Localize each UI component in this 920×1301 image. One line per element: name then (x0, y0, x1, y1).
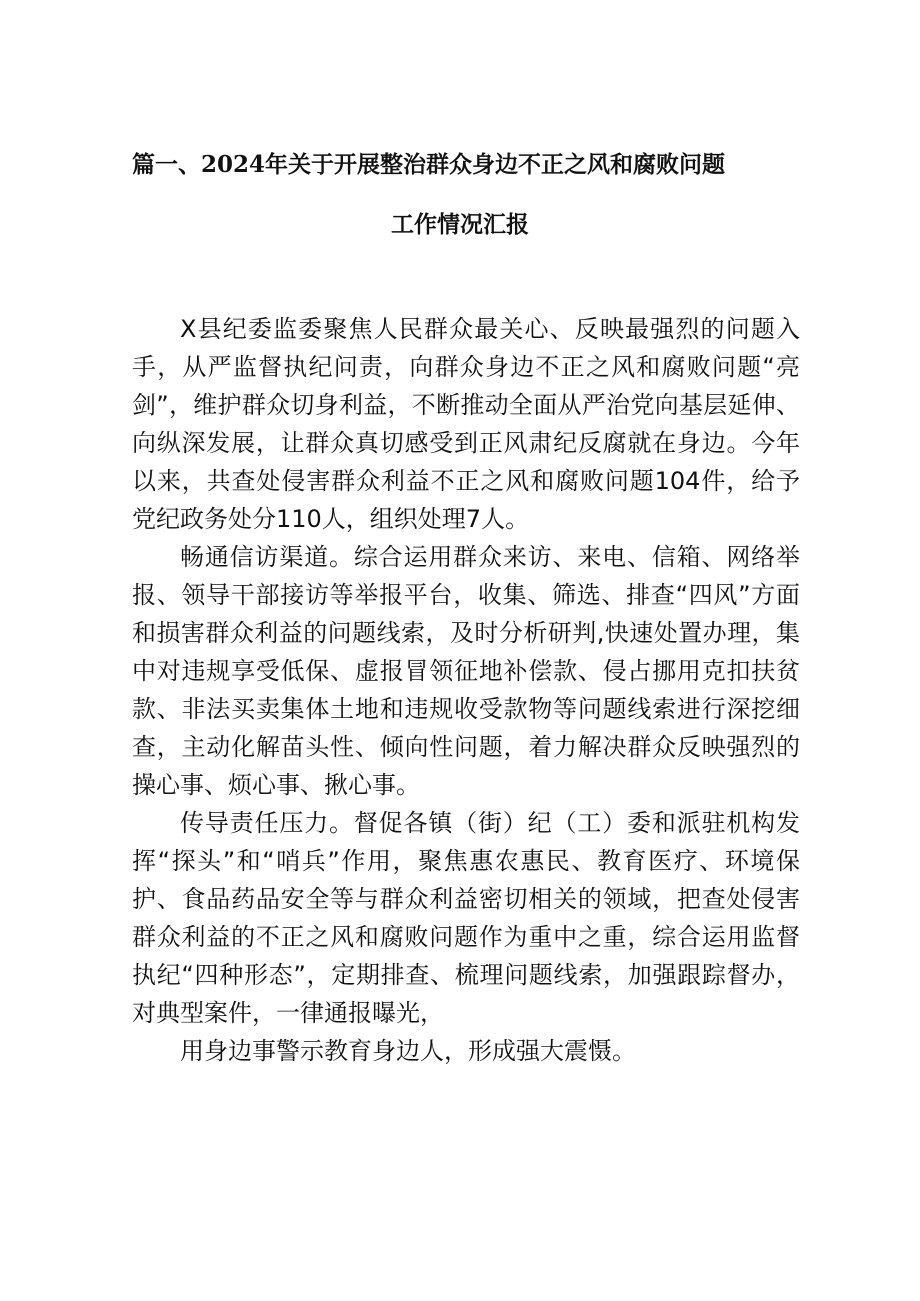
paragraph-intro: X县纪委监委聚焦人民群众最关心、反映最强烈的问题入手，从严监督执纪问责，向群众身边不正之风和腐败问题“亮剑”，维护群众切身利益，不断推动全面从严治党向基层延伸、向纵深发展，让群众真切感受到正风肃纪反腐就在身边。今年以来，共查处侵害群众利益不正之风和腐败问题104件，给予党纪政务处分110人，组织处理7人。 (132, 315, 800, 533)
document-title-line-2: 工作情况汇报 (391, 211, 529, 238)
document-title-line-1: 篇一、2024年关于开展整治群众身边不正之风和腐败问题 (132, 151, 726, 178)
paragraph-responsibility-pressure: 传导责任压力。督促各镇（街）纪（工）委和派驻机构发挥“探头”和“哨兵”作用，聚焦惠农惠民、教育医疗、环境保护、食品药品安全等与群众利益密切相关的领域，把查处侵害群众利益的不正之风和腐败问题作为重中之重，综合运用监督执纪“四种形态”，定期排查、梳理问题线索，加强跟踪督办，对典型案件，一律通报曝光， (132, 809, 800, 1027)
document-body (132, 310, 800, 1070)
paragraph-petition-channels: 畅通信访渠道。综合运用群众来访、来电、信箱、网络举报、领导干部接访等举报平台，收集、筛选、排查“四风”方面和损害群众利益的问题线索，及时分析研判,快速处置办理，集中对违规享受低保、虚报冒领征地补偿款、侵占挪用克扣扶贫款、非法买卖集体土地和违规收受款物等问题线索进行深挖细查，主动化解苗头性、倾向性问题，着力解决群众反映强烈的操心事、烦心事、揪心事。 (132, 543, 800, 799)
paragraph-warning-education: 用身边事警示教育身边人，形成强大震慑。 (180, 1037, 636, 1065)
